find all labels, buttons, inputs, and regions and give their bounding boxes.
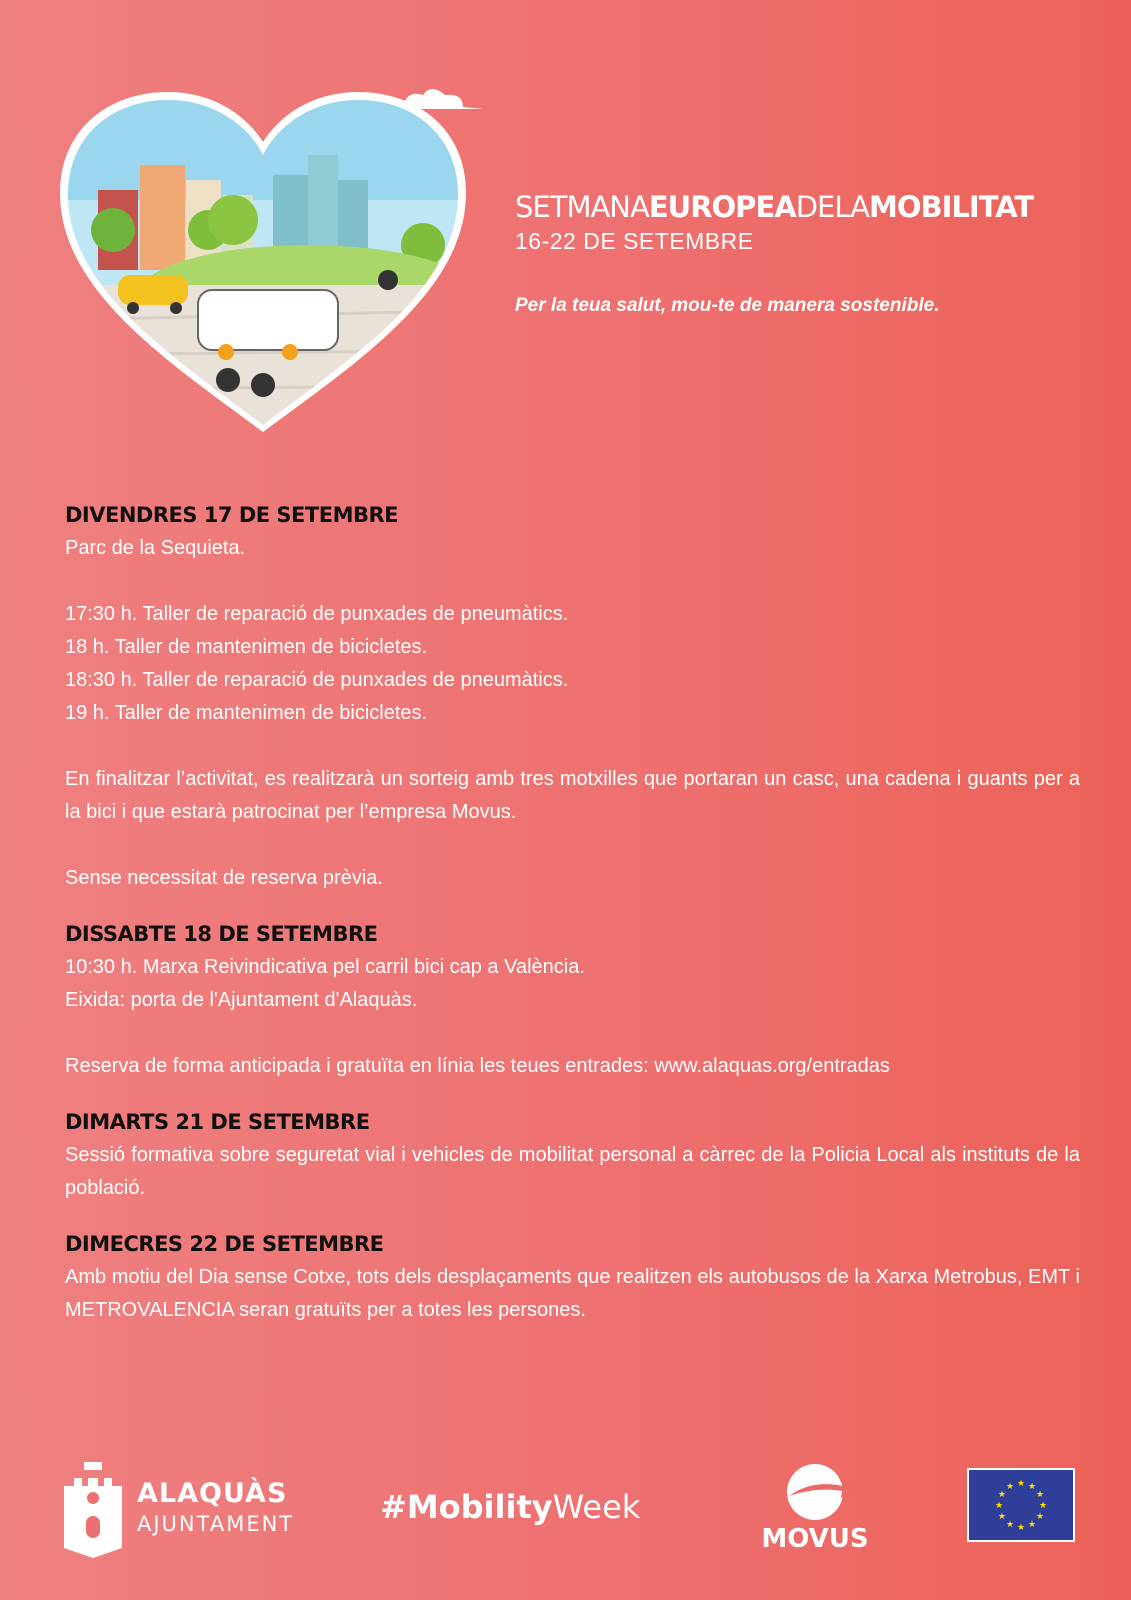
eu-star-icon: ★ xyxy=(1038,1500,1048,1510)
alaquas-name: ALAQUÀS xyxy=(137,1478,288,1509)
title-part2: EUROPEA xyxy=(648,190,796,224)
footer xyxy=(0,1440,1131,1570)
eu-star-icon: ★ xyxy=(1027,1519,1037,1530)
alaquas-subtitle: AJUNTAMENT xyxy=(137,1512,295,1536)
eu-star-icon: ★ xyxy=(1005,1519,1015,1530)
saturday-booking: Reserva de forma anticipada i gratuïta en línia les teues entrades: www.alaquas.org/entradas xyxy=(65,1055,890,1077)
title-part1: SETMANA xyxy=(515,190,649,224)
page-title xyxy=(515,190,1115,224)
hashtag-rest: Week xyxy=(552,1488,641,1526)
schedule-item: 18 h. Taller de mantenimen de bicicletes. xyxy=(65,636,428,658)
tuesday-text: Sessió formativa sobre seguretat vial i vehicles de mobilitat personal a càrrec de la Policia Local als instituts de la població. xyxy=(65,1144,1080,1199)
day-heading-saturday: DISSABTE 18 DE SETEMBRE xyxy=(65,922,378,946)
hashtag-bold: #Mobility xyxy=(380,1488,553,1526)
day-heading-wednesday: DIMECRES 22 DE SETEMBRE xyxy=(65,1232,384,1256)
day-heading-friday: DIVENDRES 17 DE SETEMBRE xyxy=(65,503,398,527)
saturday-line2: Eixida: porta de l'Ajuntament d'Alaquàs. xyxy=(65,989,418,1011)
eu-star-icon: ★ xyxy=(1036,1489,1045,1499)
schedule-item: 18:30 h. Taller de reparació de punxades de pneumàtics. xyxy=(65,669,569,691)
event-dates: 16-22 DE SETEMBRE xyxy=(515,228,754,254)
slogan: Per la teua salut, mou-te de manera sostenible. xyxy=(515,295,940,316)
eu-star-icon: ★ xyxy=(1016,1522,1026,1532)
hashtag xyxy=(380,1488,640,1526)
program-content xyxy=(65,500,1080,1327)
friday-raffle: En finalitzar l’activitat, es realitzarà un sorteig amb tres motxilles que portaran un casc, una cadena i guants per a la bici i que estarà patrocinat per l’empresa Movus. xyxy=(65,768,1080,823)
eu-flag-icon xyxy=(967,1468,1075,1542)
day-heading-tuesday: DIMARTS 21 DE SETEMBRE xyxy=(65,1110,370,1134)
movus-label: MOVUS xyxy=(761,1524,869,1554)
title-part4: MOBILITAT xyxy=(869,190,1034,224)
eu-star-icon: ★ xyxy=(997,1511,1006,1521)
heart-city-illustration-icon xyxy=(58,80,498,440)
schedule-item: 17:30 h. Taller de reparació de punxades de pneumàtics. xyxy=(65,603,569,625)
title-block xyxy=(515,190,1115,317)
eu-star-icon: ★ xyxy=(997,1489,1006,1499)
eu-star-icon: ★ xyxy=(1016,1478,1026,1488)
eu-star-icon: ★ xyxy=(994,1500,1004,1510)
title-part3: DELA xyxy=(795,190,870,224)
movus-swoosh-icon xyxy=(755,1462,875,1522)
schedule-item: 19 h. Taller de mantenimen de bicicletes. xyxy=(65,702,428,724)
movus-logo xyxy=(755,1462,875,1562)
alaquas-logo xyxy=(62,1458,295,1568)
saturday-line1: 10:30 h. Marxa Reivindicativa pel carril bici cap a València. xyxy=(65,956,585,978)
eu-star-icon: ★ xyxy=(1005,1480,1015,1491)
friday-place: Parc de la Sequieta. xyxy=(65,537,246,559)
castle-icon xyxy=(62,1458,124,1558)
eu-star-icon: ★ xyxy=(1036,1511,1045,1521)
friday-note: Sense necessitat de reserva prèvia. xyxy=(65,867,383,889)
wednesday-text: Amb motiu del Dia sense Cotxe, tots dels desplaçaments que realitzen els autobusos de la Xarxa Metrobus, EMT i METROVALENCIA seran gratuïts per a totes les persones. xyxy=(65,1266,1080,1321)
eu-star-icon: ★ xyxy=(1027,1480,1037,1491)
eu-stars xyxy=(969,1470,1073,1540)
